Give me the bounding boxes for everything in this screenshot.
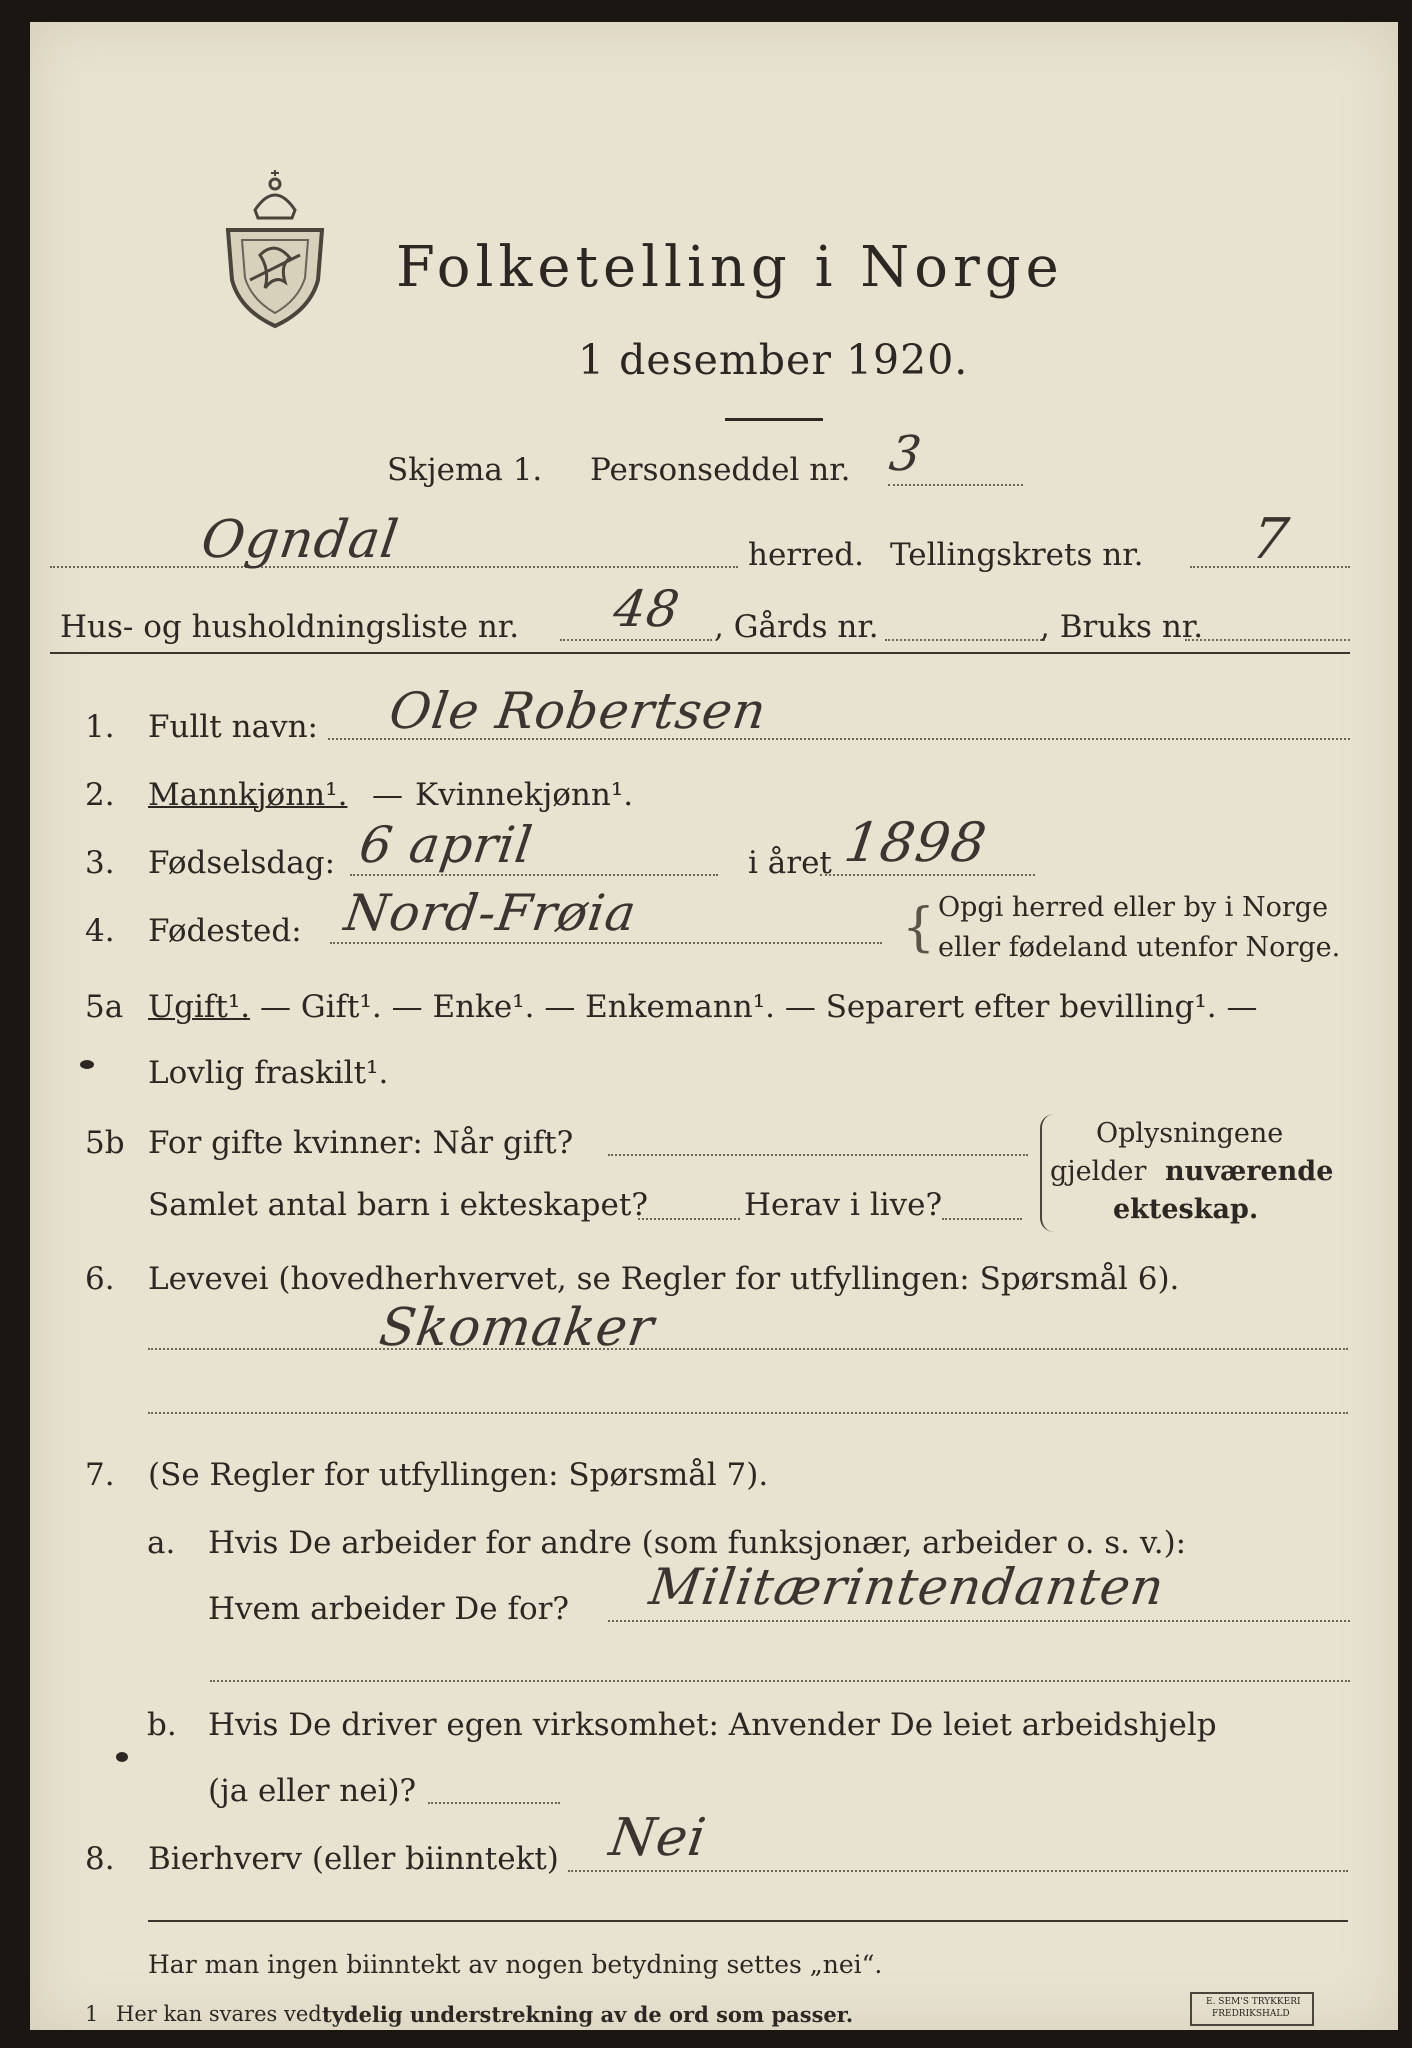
- q4-line: [330, 942, 882, 944]
- q7a-employer-line: [608, 1620, 1350, 1622]
- q5a-options: — Gift¹. — Enke¹. — Enkemann¹. — Separert efter bevilling¹. —: [260, 989, 1258, 1025]
- biinntekt-note: Har man ingen biinntekt av nogen betydning settes „nei“.: [148, 1950, 883, 1979]
- q4-value: Nord-Frøia: [340, 884, 641, 942]
- q6-line1: [148, 1348, 1348, 1350]
- printer-city: FREDRIKSHALD: [1212, 2009, 1290, 2019]
- q2-separator: —: [372, 777, 403, 813]
- q1-value: Ole Robertsen: [385, 682, 771, 740]
- q5b-note-line3: ekteskap.: [1113, 1194, 1259, 1225]
- q3-year-value: 1898: [840, 811, 991, 874]
- q7a-question: Hvis De arbeider for andre (som funksjonær, arbeider o. s. v.):: [208, 1525, 1187, 1561]
- q7a-extra-line: [210, 1680, 1350, 1682]
- q1-number: 1.: [85, 709, 115, 745]
- gards-label: , Gårds nr.: [714, 609, 879, 645]
- q4-label: Fødested:: [148, 913, 302, 949]
- personseddel-value: 3: [886, 426, 926, 482]
- q3-year-line: [820, 874, 1035, 876]
- q7b-question: Hvis De driver egen virksomhet: Anvender De leiet arbeidshjelp: [208, 1707, 1217, 1743]
- q5a-ugift-option: Ugift¹.: [148, 989, 251, 1025]
- q7-number: 7.: [85, 1457, 115, 1493]
- q5b-children-line: [638, 1218, 740, 1220]
- q5b-children-label: Samlet antal barn i ekteskapet?: [148, 1187, 648, 1223]
- q4-note-line2: eller fødeland utenfor Norge.: [938, 932, 1341, 963]
- skjema-label: Skjema 1.: [387, 452, 543, 488]
- hus-line: [560, 639, 712, 641]
- q2-mann-option: Mannkjønn¹.: [148, 777, 348, 813]
- q3-number: 3.: [85, 845, 115, 881]
- q4-note-line1: Opgi herred eller by i Norge: [938, 892, 1329, 923]
- q6-value: Skomaker: [375, 1298, 659, 1358]
- q7b-line: [428, 1802, 560, 1804]
- q7a-employer-label: Hvem arbeider De for?: [208, 1591, 570, 1627]
- norwegian-coat-of-arms-icon: [220, 170, 330, 330]
- q6-line2: [148, 1412, 1348, 1414]
- title-rule: [725, 418, 823, 421]
- q7a-employer-value: Militærintendanten: [645, 1558, 1169, 1616]
- q6-number: 6.: [85, 1261, 115, 1297]
- q3-date-line: [350, 874, 718, 876]
- q3-year-label: i året: [748, 845, 832, 881]
- census-date: 1 desember 1920.: [578, 336, 969, 384]
- tellingskrets-value: 7: [1247, 507, 1294, 572]
- q5b-note-line2b: nuværende: [1165, 1156, 1334, 1187]
- q5b-when-line: [608, 1154, 1028, 1156]
- q7a-letter: a.: [147, 1525, 176, 1561]
- footnote-text-b: tydelig understrekning av de ord som passer.: [322, 2002, 854, 2027]
- printer-name: E. SEM'S TRYKKERI: [1206, 1997, 1301, 2007]
- q5b-number: 5b: [85, 1125, 125, 1161]
- q5b-when-married-label: For gifte kvinner: Når gift?: [148, 1125, 574, 1161]
- q3-value: 6 april: [355, 816, 537, 874]
- q6-label: Levevei (hovedherhvervet, se Regler for utfyllingen: Spørsmål 6).: [148, 1261, 1180, 1297]
- q5b-note-line1: Oplysningene: [1096, 1118, 1284, 1149]
- bruks-line: [1185, 639, 1350, 641]
- q8-line: [568, 1870, 1348, 1872]
- q5a-fraskilt-option: Lovlig fraskilt¹.: [148, 1055, 389, 1091]
- q5b-alive-label: Herav i live?: [744, 1187, 943, 1223]
- q8-label: Bierhverv (eller biinntekt): [148, 1841, 559, 1877]
- hus-value: 48: [609, 580, 684, 638]
- footer-divider: [148, 1920, 1348, 1922]
- q5b-note-line2a: gjelder: [1050, 1156, 1147, 1187]
- gards-line: [885, 639, 1045, 641]
- q4-number: 4.: [85, 913, 115, 949]
- q2-kvinne-option: Kvinnekjønn¹.: [415, 777, 634, 813]
- hus-label: Hus- og husholdningsliste nr.: [60, 609, 520, 645]
- q4-brace: {: [902, 898, 936, 958]
- footnote-text-a: Her kan svares ved: [116, 2002, 322, 2026]
- q3-label: Fødselsdag:: [148, 845, 336, 881]
- header-divider: [50, 652, 1350, 654]
- q5b-alive-line: [942, 1218, 1022, 1220]
- footnote-number: 1: [85, 2002, 99, 2026]
- ink-mark: [116, 1752, 128, 1762]
- bruks-label: , Bruks nr.: [1040, 609, 1204, 645]
- printer-stamp: [1190, 1992, 1314, 2026]
- q5a-number: 5a: [85, 989, 124, 1025]
- form-title: Folketelling i Norge: [396, 235, 1064, 300]
- personseddel-line: [888, 484, 1023, 486]
- census-form: [30, 22, 1398, 2030]
- q2-number: 2.: [85, 777, 115, 813]
- herred-label: herred.: [748, 537, 864, 573]
- tellingskrets-label: Tellingskrets nr.: [890, 537, 1144, 573]
- herred-value: Ogndal: [197, 510, 403, 570]
- q7b-yes-no-label: (ja eller nei)?: [208, 1773, 417, 1809]
- ink-mark: [80, 1060, 94, 1069]
- personseddel-label: Personseddel nr.: [590, 452, 851, 488]
- q8-number: 8.: [85, 1841, 115, 1877]
- q8-value: Nei: [605, 1808, 711, 1868]
- q7-label: (Se Regler for utfyllingen: Spørsmål 7).: [148, 1457, 769, 1493]
- q7b-letter: b.: [147, 1707, 177, 1743]
- q1-label: Fullt navn:: [148, 709, 318, 745]
